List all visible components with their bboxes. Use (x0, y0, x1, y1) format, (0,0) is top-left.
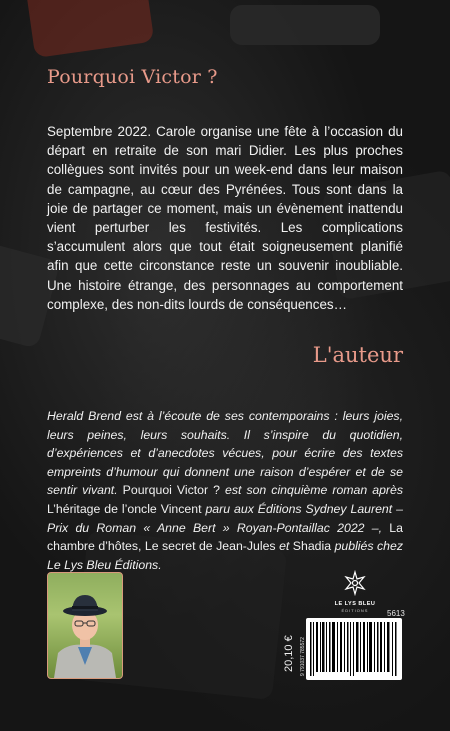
synopsis-text: Septembre 2022. Carole organise une fête à l’occasion du départ en retraite de son mari Didier. Les plus proches collègues sont invités pour un week-end dans leur maison de campagne, au cœur des Pyrénées. Tous sont dans la joie de partager ce moment, mais un évènement inattendu vient perturber les festivités. Les complications s’accumulent alors que tout était soigneusement planifié afin que cette circonstance reste un souvenir inoubliable. Une histoire étrange, des personnages au comportement complexe, des non-dits lourds de conséquences… (47, 124, 403, 312)
background-letter-shape (230, 5, 380, 45)
bio-book-title: Pourquoi Victor ? (117, 483, 226, 498)
product-code: 5613 (387, 609, 405, 618)
author-bio (47, 407, 403, 574)
publisher-name: LE LYS BLEU (334, 601, 376, 607)
bio-italic: est son cinquième roman après (225, 483, 404, 498)
barcode-bars (306, 618, 402, 680)
lily-flower-icon (342, 570, 368, 596)
price-label: 20,10 € (283, 635, 295, 672)
bio-italic: paru aux Éditions Sydney Laurent – Prix du Roman « Anne Bert » Royan-Pontaillac 2022 –, (47, 501, 403, 535)
bio-italic: Herald Brend est à l’écoute de ses contemporains : leurs joies, leurs peines, leurs souhaits. Il s’inspire du quotidien, d’expériences et d’anecdotes vécues, pour écrire des textes empreints d’humour qui donnent une raison d’espérer et de se sentir vivant. (47, 409, 403, 498)
author-photo (47, 572, 123, 679)
bio-italic: et (279, 539, 290, 554)
background-letter-shape (26, 0, 155, 58)
bio-italic: publiés chez Le Lys Bleu Éditions. (47, 539, 403, 572)
publisher-logo (330, 570, 380, 614)
bio-book-title: Shadia (289, 539, 335, 554)
barcode-digits: 9 791037 785572 (300, 637, 306, 676)
barcode (306, 618, 402, 680)
book-title: Pourquoi Victor ? (47, 66, 218, 88)
author-heading: L'auteur (312, 343, 403, 367)
publisher-sub: ÉDITIONS (341, 608, 369, 613)
bio-book-title: La chambre d’hôtes, Le secret de Jean-Jules (47, 520, 403, 554)
bio-book-title: L’héritage de l’oncle Vincent (47, 501, 206, 516)
author-portrait-icon (48, 573, 122, 678)
